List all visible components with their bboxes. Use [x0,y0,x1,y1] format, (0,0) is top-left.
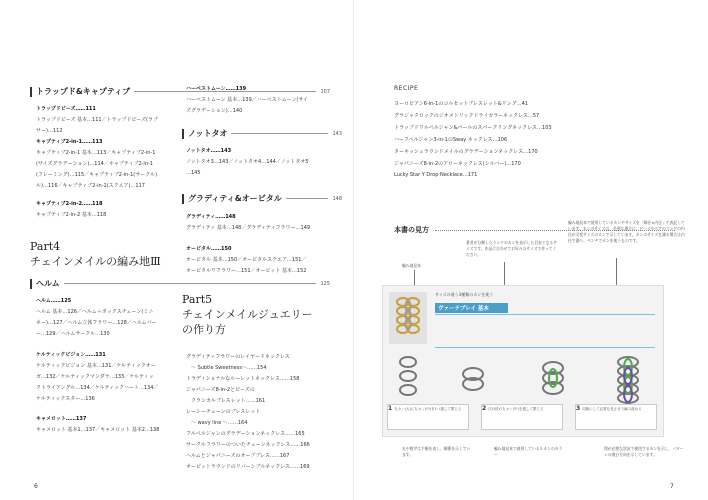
toc-entry: ケルティックビジョン……131 [36,352,106,358]
callout-direction: 図が必要な状況で使用するカンを示し、パターンの進む方向を示しています。 [604,446,684,457]
heading-bar [30,279,32,289]
toc-entry: トラディショナルなルーレットネックレス……158 [186,376,300,382]
part-name-line2: の作り方 [182,323,226,336]
toc-entry: レーシーチェーンのブレスレット [186,409,261,415]
page-number: 6 [34,483,38,490]
toc-entry: キャプティブ2-in-1……113 [36,139,103,145]
step-text: 丸カン(大)に丸カン(中)を1つ通して閉じる [394,407,462,411]
chainmail-photo [389,292,427,344]
materials-box [435,314,655,348]
section-gravity-orbital [182,193,342,204]
toc-entry: ケルティックスター…136 [36,396,95,402]
recipe-entry: トラップドワルペルジャン&パールのスパークリングネックレス…103 [394,125,552,131]
toc-entry: ノットタオ3…143／ノットタオ4…144／ノットタオ5 [186,159,309,165]
part5-title [182,293,313,337]
section-page: 143 [332,130,342,137]
section-knot-tao [182,128,342,139]
toc-entry: トラップドビーズ……111 [36,106,96,112]
how-to-read-title: 本書の見方 [394,226,429,234]
toc-entry: グラディティ……148 [186,214,236,220]
toc-entry: ズグラデーション)…140 [186,108,243,114]
toc-entry: フルペルジャンのグラデーションネックレス……165 [186,431,305,437]
toc-entry: ハーベストムーン 基本…139／ハーベストムーン(サイ [186,97,309,103]
toc-entry: オービタル 基本…150／オービタルスクエア…151／ [186,257,307,263]
sample-page-illustration [382,285,664,437]
sample-pattern-name: ヴァーテブレイ 基本 [435,303,508,313]
step-1: 1 丸カン(大)に丸カン(中)を1つ通して閉じる [387,404,469,430]
part-name: チェインメイルの編み地Ⅲ [30,255,161,268]
toc-entry: ケルティックビジョン 基本…131／ケルティックオー [36,363,156,369]
recipe-entry: ヨーロピアン6-in-1のコルセットブレスレット&リング…41 [394,101,528,107]
toc-entry: ノットタオ……143 [186,148,232,154]
section-title: トラップド&キャプティブ [36,87,131,96]
toc-entry: ジャパニーズ8-in-2とビーズの [186,387,255,393]
part-label: Part4 [30,240,61,253]
section-page: 107 [320,88,330,95]
heading-bar [30,87,32,97]
callout-step-numbers: 丸や数字は手順を表し、順番を示しています。 [402,446,471,457]
toc-entry: キャプティブ2-in-1 基本…113／キャプティブ2-in-1 [36,150,156,156]
toc-entry: ヘルム……125 [36,298,72,304]
heading-rule [286,198,329,199]
toc-entry: ル)…116／キャプティブ2-in-1(スクエア)…117 [36,183,145,189]
toc-entry: キャプティブ2-in-2……118 [36,201,103,207]
toc-entry: (サイズグラデーション)…114／キャプティブ2-in-1 [36,161,153,167]
callout-ring-rank: 著者が分類したランクのカンを表示した目安となるサイズです。作品に合わせてお好みのサイズで作ってください。 [466,240,558,257]
part-label: Part5 [182,293,213,306]
step-text: 同様にして必要な長さまで編み進める [582,407,642,411]
step-3: 3 同様にして必要な長さまで編み進める [575,404,657,430]
step-text: 次の段の丸カン(中)を通して閉じる [488,407,544,411]
toc-entry: 〜 Subtle Sweetness〜……154 [186,365,267,371]
callout-ring-size: 編み地見本で使用しているカンやサイズを「線径×内径」で表記しています。カンのサイズは、必要な場合に、ビーズやペアのリングの内径が可変サイズのカンで示しています。カンのサイズを測る場合は内径で測り、ペンチでカンを使うものです。 [568,220,685,243]
heading-bar [182,129,184,139]
section-page: 125 [320,280,330,287]
toc-entry: ハーベストムーン……139 [186,86,247,92]
recipe-entry: グラジャクロックのジオメトリックドライカラーネックレス…57 [394,113,540,119]
recipe-entry: ジャパニーズ8-in-2のアローネックレス(シルバー)…170 [394,161,521,167]
toc-entry: トラップドビーズ 基本…111／トラップドビーズ(ラブ [36,117,158,123]
toc-entry: ー…129／ヘルムサークル…130 [36,331,110,337]
toc-entry: ヘルムとジャパニーズのオーブブレス……167 [186,453,290,459]
toc-entry: ガ…132／ケルティックマンダラ…133／ケルティッ [36,374,154,380]
section-title: ノットタオ [188,129,228,138]
toc-entry: ヘルム 基本…126／ヘルム＋ボックスチェーン(ミニ [36,309,154,315]
callout-ring-color: 編み地見本で使用しているルカンのカラー [494,446,563,457]
recipe-entry: ハーフペルジャン3-in-1のSway ネックレス…106 [394,137,508,143]
toc-entry: キャメロット……137 [36,416,87,422]
toc-entry: クトライアングル…134／ケルティックハート…134／ [36,385,159,391]
toc-entry: …145 [186,170,201,176]
toc-entry: (フレーミング)…115／キャプティブ2-in-1(サークル) [36,172,158,178]
toc-entry: キャメロット 基本1…137／キャメロット 基本2…138 [36,427,160,433]
heading-bar [182,194,184,204]
page-number: 7 [670,483,674,490]
toc-entry: サー)…112 [36,128,63,134]
toc-entry: オービットラウンドのリバーシブルネックレス……169 [186,464,310,470]
part4-title [30,240,161,269]
step-2: 2 次の段の丸カン(中)を通して閉じる [481,404,563,430]
toc-entry: オービタル……150 [186,246,232,252]
heading-rule [231,133,328,134]
toc-entry: キャプティブ2-in-2 基本…118 [36,212,107,218]
section-page: 148 [332,195,342,202]
section-title: グラディティ&オービタル [188,194,282,203]
toc-entry: サークルフラワーのついたチェーンネックレス……166 [186,442,310,448]
toc-entry: ネー)…127／ヘルム立体フラワー…128／ヘルムバー [36,320,157,326]
chainmail-ring-image [389,292,427,344]
toc-entry: クラシカルブレスレット……161 [186,398,266,404]
toc-entry: 〜 wavy line 〜……164 [186,420,248,426]
sample-caption: サイズの違う3種類のカンを使う [435,292,494,297]
recipe-entry: Lucky Star Y Drop Necklace…171 [394,172,478,178]
recipe-entry: ターキッシュラウンドメイルのグラデーションネックレス…170 [394,149,538,155]
heading-rule [64,283,317,284]
toc-entry: オービタルワフラワー…151／オービット 基本…152 [186,268,307,274]
part-name-line1: チェインメイルジュエリー [182,308,313,321]
callout-sample-label: 編み地見本 [402,263,421,268]
recipe-heading: RECIPE [394,85,419,92]
section-title: ヘルム [36,279,60,288]
toc-entry: グラディティフラワーのレイヤードネックレス [186,354,290,360]
toc-entry: グラディティ 基本…148／グラディティフラワー…149 [186,225,311,231]
section-helm [30,278,330,289]
